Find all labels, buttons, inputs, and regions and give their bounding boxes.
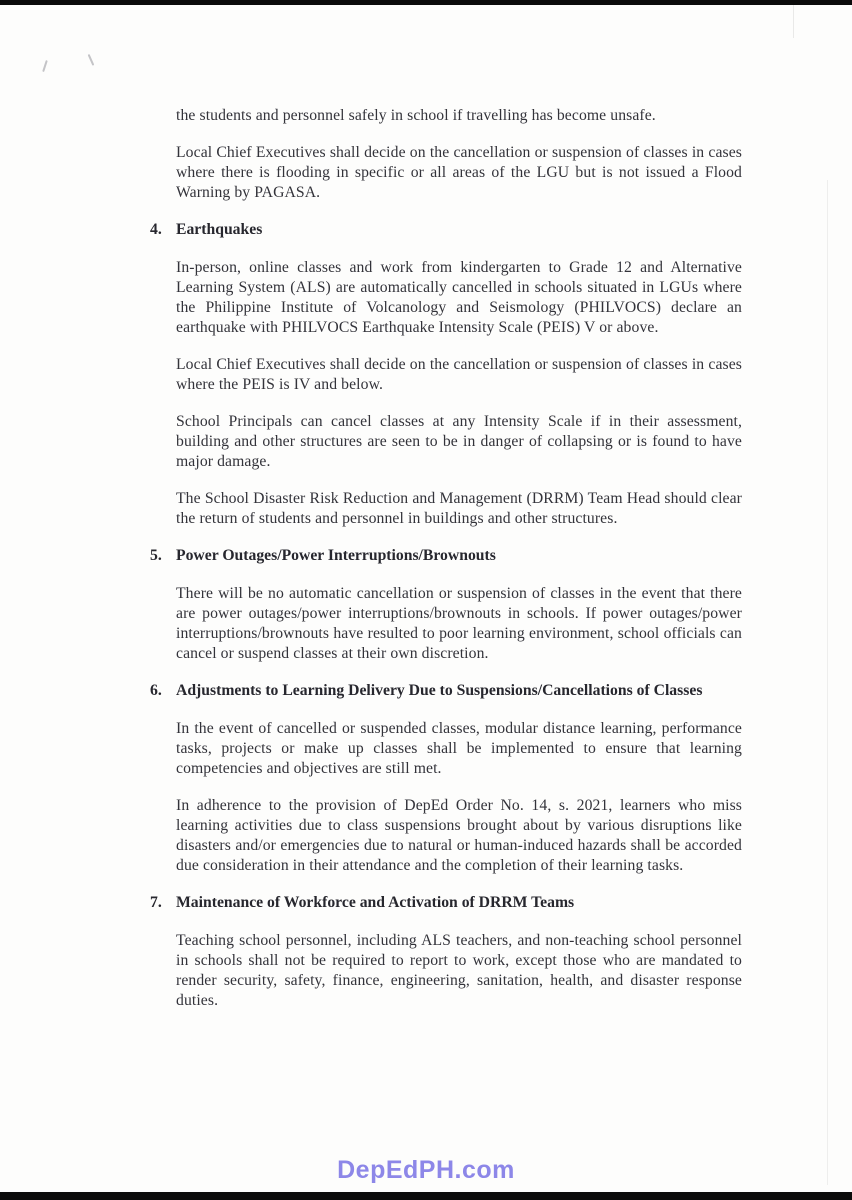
section-7-number: 7. <box>150 894 162 911</box>
section-6-number: 6. <box>150 682 162 699</box>
paragraph: Local Chief Executives shall decide on the cancellation or suspension of classes in cases where the PEIS is IV and below. <box>176 356 742 393</box>
scan-artifact-mark <box>793 5 794 38</box>
pencil-mark <box>42 60 47 72</box>
paragraph: The School Disaster Risk Reduction and Management (DRRM) Team Head should clear the return of students and personnel in buildings and other structures. <box>176 490 742 527</box>
pencil-mark <box>88 54 94 66</box>
section-4-number: 4. <box>150 221 162 238</box>
section-5-number: 5. <box>150 547 162 564</box>
paragraph: In-person, online classes and work from kindergarten to Grade 12 and Alternative Learning System (ALS) are automatically cancelled in schools situated in LGUs where the Philippine Institute of Volcanology and Seismology (PHILVOCS) declare an earthquake with PHILVOCS Earthquake Intensity Scale (PEIS) V or above. <box>176 259 742 336</box>
section-4-heading <box>150 220 742 240</box>
scan-edge-bottom <box>0 1192 852 1200</box>
section-6-heading <box>150 681 742 701</box>
paragraph: Local Chief Executives shall decide on the cancellation or suspension of classes in cases where there is flooding in specific or all areas of the LGU but is not issued a Flood Warning by PAGASA. <box>176 144 742 201</box>
paragraph: In adherence to the provision of DepEd Order No. 14, s. 2021, learners who miss learning activities due to class suspensions brought about by various disruptions like disasters and/or emergencies due to natural or human-induced hazards shall be accorded due consideration in their attendance and the completion of their learning tasks. <box>176 797 742 874</box>
depedph-watermark: DepEdPH.com <box>337 1156 515 1184</box>
paragraph: the students and personnel safely in school if travelling has become unsafe. <box>176 107 656 124</box>
paragraph: School Principals can cancel classes at any Intensity Scale if in their assessment, building and other structures are seen to be in danger of collapsing or is found to have major damage. <box>176 413 742 470</box>
section-6-title: Adjustments to Learning Delivery Due to Suspensions/Cancellations of Classes <box>176 682 703 699</box>
section-7-title: Maintenance of Workforce and Activation of DRRM Teams <box>176 894 575 911</box>
document-body <box>150 106 742 1028</box>
pencil-marks <box>36 52 116 78</box>
section-4-title: Earthquakes <box>176 221 263 238</box>
paragraph: There will be no automatic cancellation or suspension of classes in the event that there are power outages/power interruptions/brownouts in schools. If power outages/power interruptions/brownouts have resulted to poor learning environment, school officials can cancel or suspend classes at their own discretion. <box>176 585 742 662</box>
paragraph: Teaching school personnel, including ALS teachers, and non-teaching school personnel in schools shall not be required to report to work, except those who are mandated to render security, safety, finance, engineering, sanitation, health, and disaster response duties. <box>176 932 742 1009</box>
section-5-title: Power Outages/Power Interruptions/Brownouts <box>176 547 496 564</box>
scan-artifact-line <box>827 180 828 1185</box>
section-5-heading <box>150 546 742 566</box>
section-7-heading <box>150 893 742 913</box>
scan-edge-top <box>0 0 852 5</box>
paragraph: In the event of cancelled or suspended classes, modular distance learning, performance tasks, projects or make up classes shall be implemented to ensure that learning competencies and objectives are still met. <box>176 720 742 777</box>
